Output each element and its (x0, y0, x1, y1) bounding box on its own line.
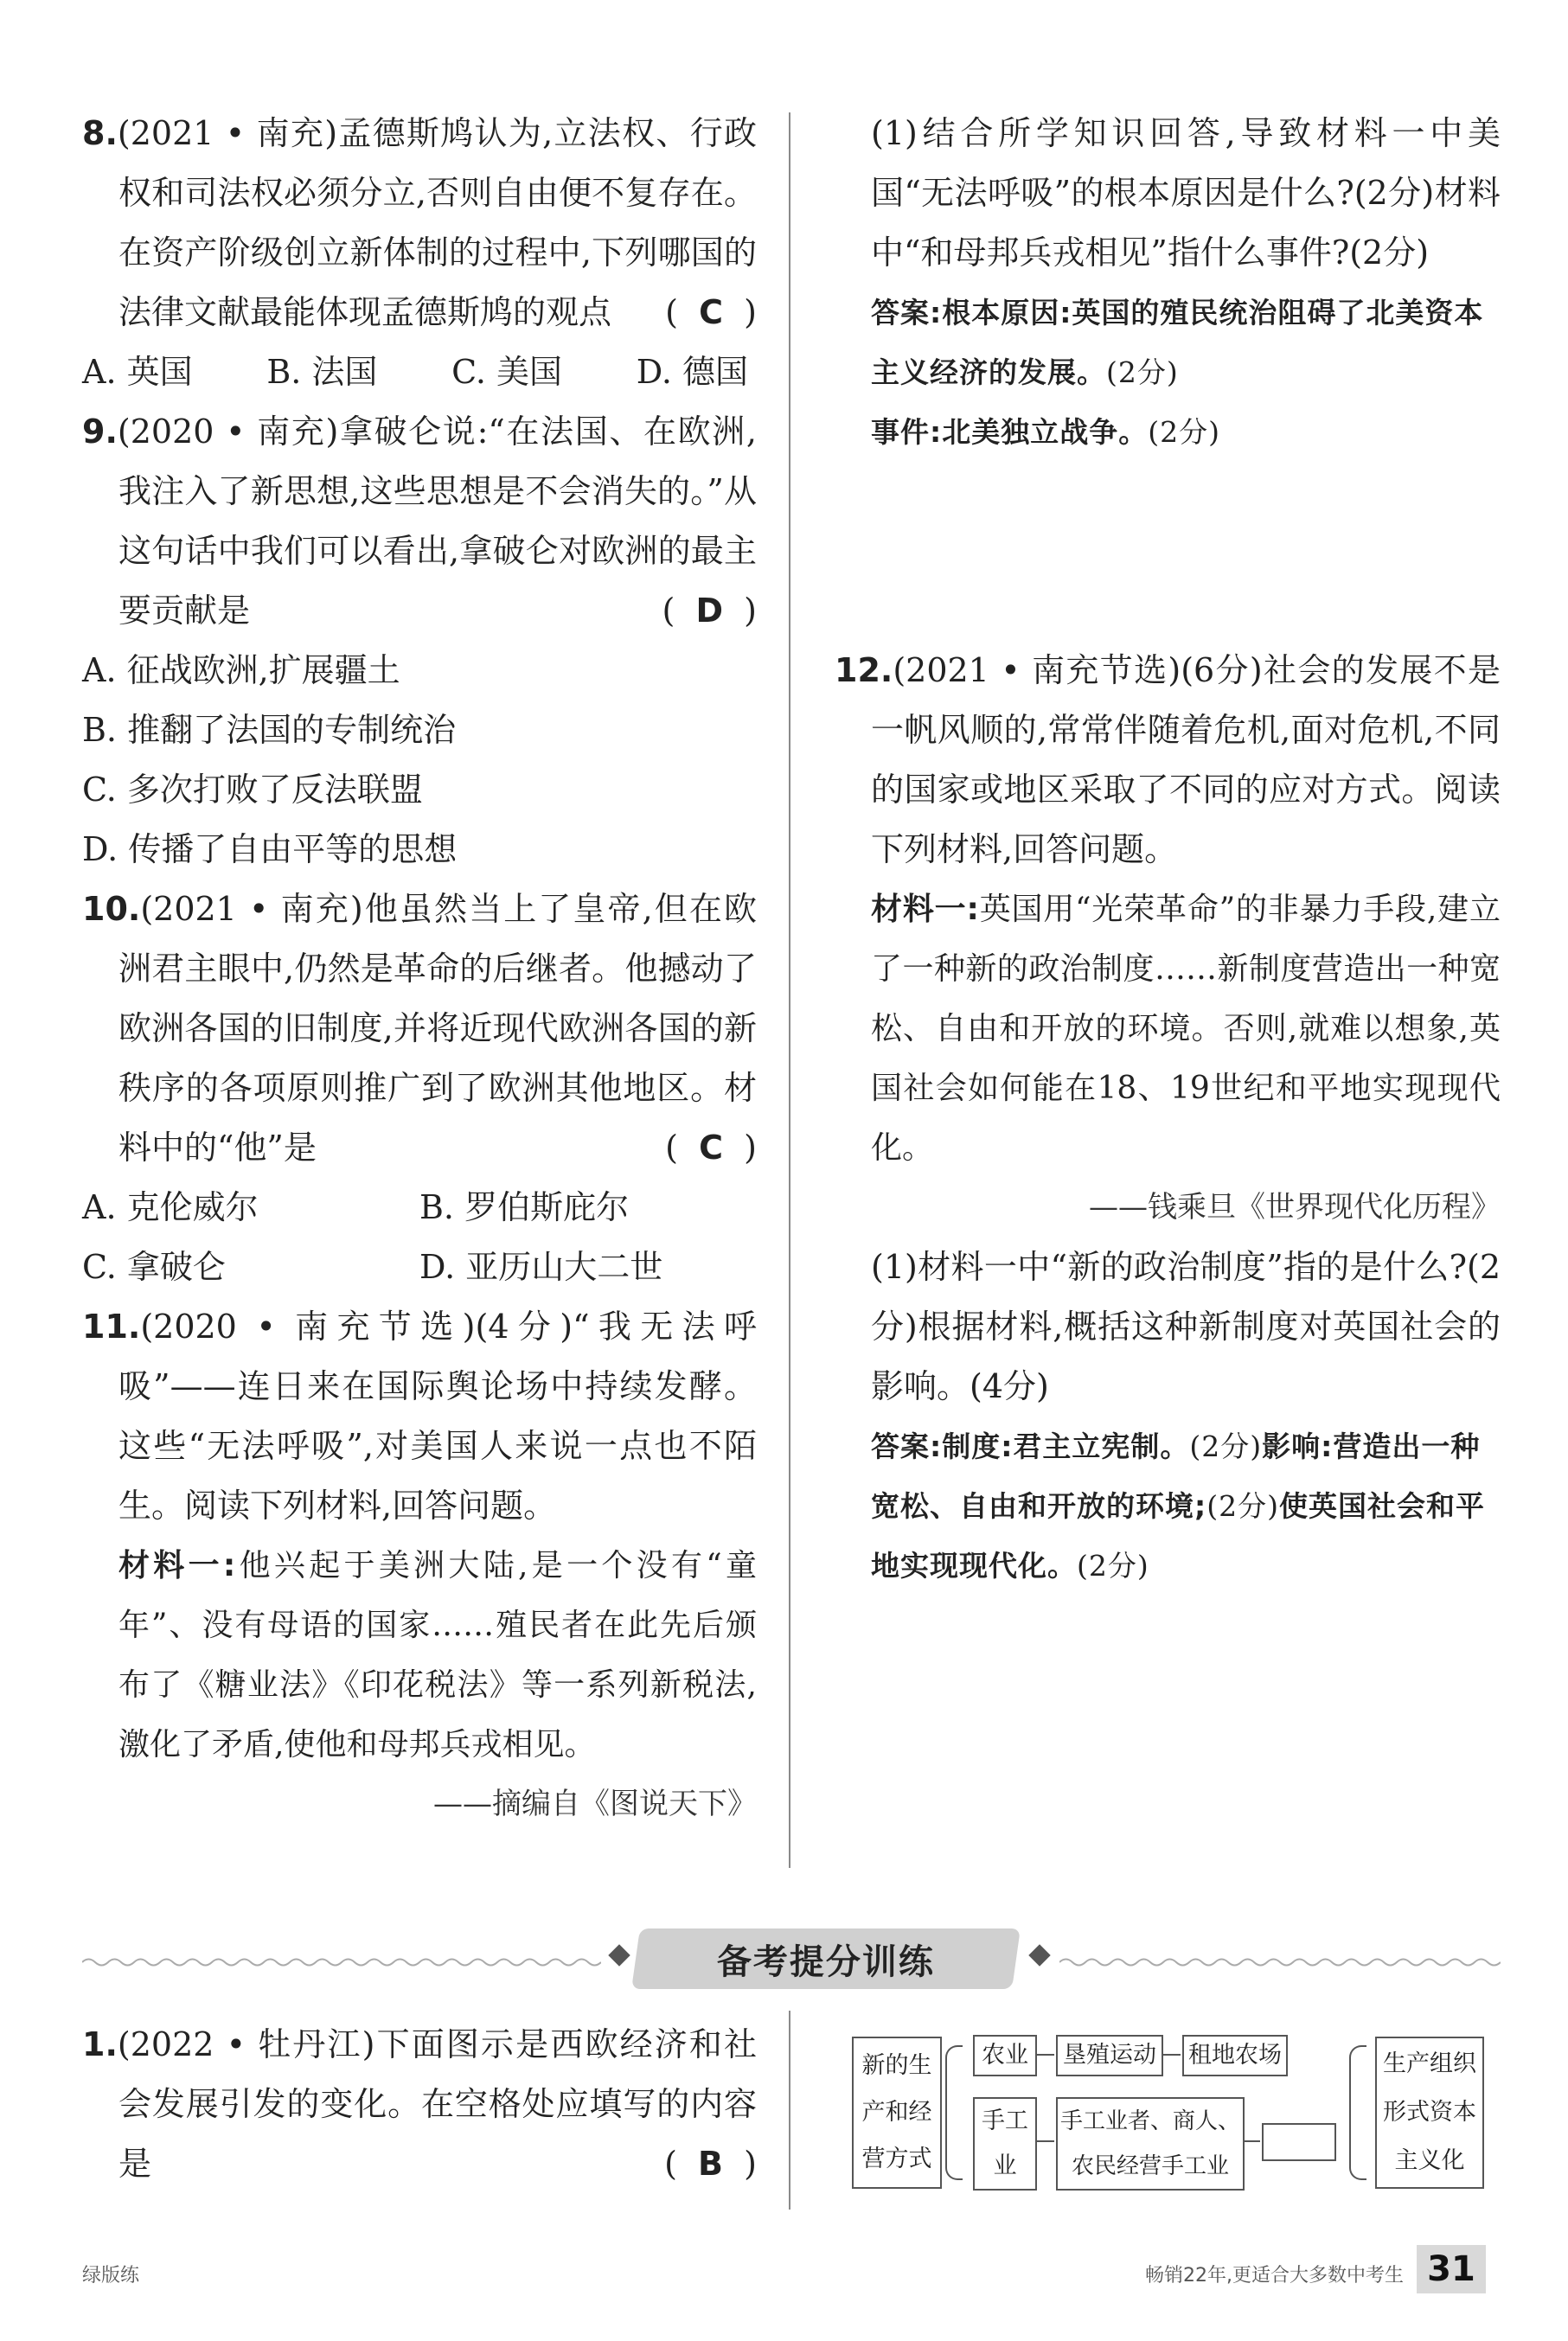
question-number: 10. (82, 890, 141, 928)
answer-bracket: ( B ) (664, 2145, 757, 2183)
answer-score: (2分) (1206, 1489, 1279, 1523)
wavy-line-right (1059, 1956, 1501, 1968)
option: C. 拿破仑 (82, 1248, 226, 1286)
answer-score: (2分) (1077, 1549, 1149, 1583)
question-number: 8. (82, 114, 118, 152)
diagram-node: 农业 (973, 2035, 1037, 2076)
material-text: 他兴起于美洲大陆,是一个没有“童年”、没有母语的国家……殖民者在此先后颁布了《糖业法》《印花税法》等一系列新税法,激化了矛盾,使他和母邦兵戎相见。 (118, 1548, 757, 1762)
answer-bracket: ( C ) (665, 293, 757, 331)
option: C. 美国 (451, 353, 562, 391)
column-divider-bottom (789, 2011, 790, 2210)
option: D. 亚历山大二世 (419, 1248, 663, 1286)
diagram-node: 垦殖运动 (1056, 2035, 1163, 2076)
option: D. 德国 (636, 353, 748, 391)
option: D. 传播了自由平等的思想 (82, 830, 458, 868)
answer-text: 事件:北美独立战争。 (871, 415, 1149, 449)
diagram-node: 手工业者、商人、农民经营手工业 (1056, 2097, 1245, 2191)
answer-bracket: ( C ) (665, 1129, 757, 1167)
answer-text: 根本原因:英国的殖民统治阻碍了北美资本主义经济的发展。 (871, 296, 1484, 389)
material-label: 材料一: (871, 892, 979, 927)
sub-question: (1)材料一中“新的政治制度”指的是什么?(2分)根据材料,概括这种新制度对英国社会的影响。(4分) (871, 1248, 1501, 1405)
answer-score: (2分) (1148, 415, 1220, 449)
question-stem: (2021 • 南充节选)(6分)社会的发展不是一帆风顺的,常常伴随着危机,面对危机,不同的国家或地区采取了不同的应对方式。阅读下列材料,回答问题。 (871, 651, 1501, 868)
option: A. 英国 (82, 353, 193, 391)
answer-text: 制度:君主立宪制。 (942, 1430, 1190, 1463)
footer-left-text: 绿版练 (82, 2265, 140, 2287)
right-column (835, 104, 1501, 1596)
right-brace (1349, 2045, 1366, 2180)
section-title: 备考提分训练 (717, 1941, 935, 1982)
question-number: 9. (82, 413, 118, 451)
left-brace (945, 2045, 963, 2180)
practice-question-1 (82, 2015, 757, 2194)
left-column (82, 104, 757, 1834)
answer-letter: C (699, 293, 724, 331)
answer-label: 答案: (871, 1430, 943, 1463)
diamond-icon (608, 1944, 630, 1966)
material-source: ——摘编自《图说天下》 (433, 1787, 757, 1821)
page-footer (0, 2245, 1568, 2297)
options (82, 342, 757, 402)
blank-box (1262, 2123, 1336, 2161)
column-divider (789, 112, 790, 1868)
answer-block (835, 283, 1501, 402)
material-source: ——钱乘旦《世界现代化历程》 (1089, 1190, 1501, 1225)
question-number: 12. (835, 651, 893, 689)
option: A. 征战欧洲,扩展疆土 (82, 651, 400, 689)
flow-diagram (852, 2028, 1509, 2201)
connector (1243, 2140, 1260, 2142)
page-number: 31 (1417, 2245, 1486, 2293)
diagram-left-box: 新的生产和经营方式 (852, 2037, 942, 2189)
option: A. 克伦威尔 (82, 1188, 259, 1226)
answer-letter: D (695, 592, 724, 630)
question-9 (82, 402, 757, 879)
question-stem: (2021 • 南充)孟德斯鸠认为,立法权、行政权和司法权必须分立,否则自由便不复存在。在资产阶级创立新体制的过程中,下列哪国的法律文献最能体现孟德斯鸠的观点 (117, 114, 757, 331)
answer-score: (2分) (1106, 355, 1179, 389)
answer-score: (2分) (1189, 1430, 1263, 1463)
section-banner (82, 1927, 1501, 1996)
wavy-line-left (82, 1956, 601, 1968)
answer-text: 影响: (1262, 1430, 1334, 1463)
answer-block (835, 1417, 1501, 1596)
diagram-node: 手工业 (973, 2097, 1037, 2191)
option: B. 法国 (266, 353, 378, 391)
connector (1035, 2054, 1054, 2056)
material-label: 材料一: (118, 1548, 236, 1583)
question-stem: (2020 • 南充)拿破仑说:“在法国、在欧洲,我注入了新思想,这些思想是不会消失的。”从这句话中我们可以看出,拿破仑对欧洲的最主要贡献是 (117, 413, 757, 630)
options (82, 1178, 757, 1297)
material-one (82, 1536, 757, 1775)
connector (1035, 2140, 1054, 2142)
answer-block (835, 402, 1501, 462)
connector (1162, 2054, 1181, 2056)
question-12 (835, 641, 1501, 1596)
question-stem: (2020 • 南充节选)(4分)“我无法呼吸”——连日来在国际舆论场中持续发酵。这些“无法呼吸”,对美国人来说一点也不陌生。阅读下列材料,回答问题。 (118, 1308, 757, 1525)
material-one (835, 879, 1501, 1178)
section-title-box (631, 1928, 1021, 1989)
diagram-right-box: 生产组织形式资本主义化 (1375, 2037, 1484, 2189)
question-10 (82, 879, 757, 1297)
answer-letter: C (699, 1129, 724, 1167)
diagram-node: 租地农场 (1182, 2035, 1288, 2076)
question-number: 11. (82, 1308, 141, 1346)
question-stem: (2022 • 牡丹江)下面图示是西欧经济和社会发展引发的变化。在空格处应填写的内容是 (117, 2025, 757, 2183)
footer-slogan: 畅销22年,更适合大多数中考生 (1145, 2265, 1404, 2287)
answer-text: 使英国社会和平地实现现代化。 (871, 1489, 1485, 1583)
diamond-icon (1028, 1944, 1050, 1966)
answer-letter: B (698, 2145, 724, 2183)
question-8 (82, 104, 757, 402)
question-number: 1. (82, 2025, 118, 2063)
answer-bracket: ( D ) (662, 592, 757, 630)
option: B. 罗伯斯庇尔 (419, 1188, 630, 1226)
option: C. 多次打败了反法联盟 (82, 771, 423, 809)
question-stem: (2021 • 南充)他虽然当上了皇帝,但在欧洲君主眼中,仍然是革命的后继者。他撼动了欧洲各国的旧制度,并将近现代欧洲各国的新秩序的各项原则推广到了欧洲其他地区。材料中的“他”是 (118, 890, 757, 1167)
answer-label: 答案: (871, 296, 943, 329)
option: B. 推翻了法国的专制统治 (82, 711, 457, 749)
material-text: 英国用“光荣革命”的非暴力手段,建立了一种新的政治制度……新制度营造出一种宽松、自由和开放的环境。否则,就难以想象,英国社会如何能在18、19世纪和平地实现现代化。 (871, 892, 1501, 1166)
question-11 (82, 1297, 757, 1834)
answer-text: 营造出一种宽松、自由和开放的环境; (871, 1430, 1481, 1523)
question-11-continued (835, 104, 1501, 462)
sub-question: (1)结合所学知识回答,导致材料一中美国“无法呼吸”的根本原因是什么?(2分)材料中“和母邦兵戎相见”指什么事件?(2分) (871, 114, 1501, 272)
